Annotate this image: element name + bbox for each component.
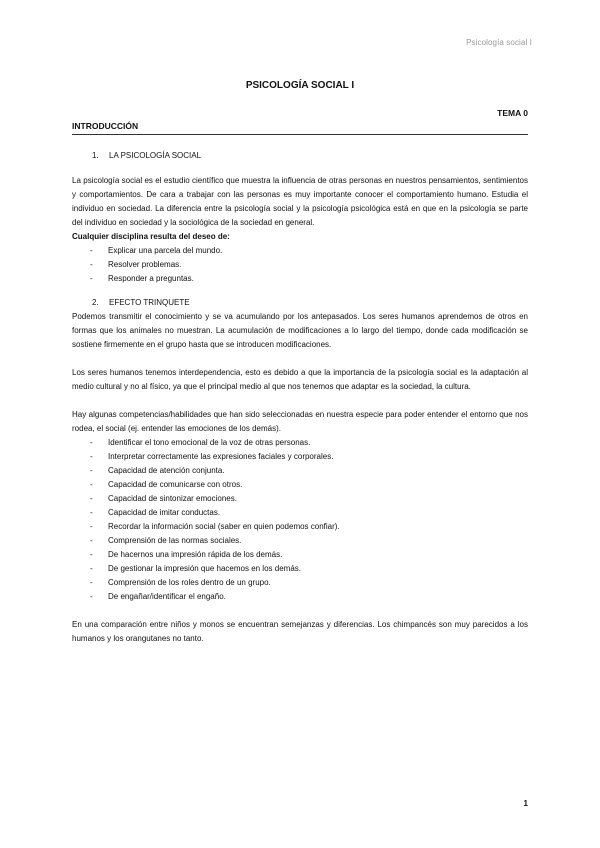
section-2-title: EFECTO TRINQUETE: [109, 298, 190, 307]
section-2-list: [72, 436, 528, 604]
list-item: - Capacidad de atención conjunta.: [72, 464, 528, 478]
section-2-paragraph-3: Hay algunas competencias/habilidades que han sido seleccionadas en nuestra especie para poder entender el entorno que nos rodea, el social (ej. entender las emociones de los demás).: [72, 410, 528, 433]
section-1-title: LA PSICOLOGÍA SOCIAL: [109, 151, 202, 160]
section-2-closing-paragraph: En una comparación entre niños y monos se encuentran semejanzas y diferencias. Los chimpancés son muy parecidos a los humanos y los orangutanes no tanto.: [72, 620, 528, 643]
section-2-number: 2.: [92, 298, 99, 307]
running-header: Psicología social I: [466, 38, 532, 47]
heading-rule: [72, 134, 528, 135]
section-1-list-intro: Cualquier disciplina resulta del deseo de:: [72, 232, 230, 241]
list-item: - Responder a preguntas.: [72, 272, 528, 286]
introduction-heading: INTRODUCCIÓN: [72, 121, 139, 131]
list-item: - Resolver problemas.: [72, 258, 528, 272]
list-item: - Interpretar correctamente las expresiones faciales y corporales.: [72, 450, 528, 464]
section-1-list: [72, 244, 528, 286]
list-item: - De gestionar la impresión que hacemos en los demás.: [72, 562, 528, 576]
list-item: - Capacidad de imitar conductas.: [72, 506, 528, 520]
list-item: - Explicar una parcela del mundo.: [72, 244, 528, 258]
section-1-paragraph: La psicología social es el estudio científico que muestra la influencia de otras personas en nuestros pensamientos, sentimientos y comportamientos. De cara a trabajar con las personas es muy importante conocer el comportamiento humano. Estudia el individuo en sociedad. La diferencia entre la psicología social y la psicología psicológica está en que en la psicología se parte del individuo en sociedad y la sociológica de la sociedad en general.: [72, 176, 528, 227]
section-1-heading: [92, 149, 528, 163]
section-2-paragraph-1: Podemos transmitir el conocimiento y se va acumulando por los antepasados. Los seres humanos aprendemos de otros en formas que los animales no muestran. La acumulación de modificaciones a lo largo del tiempo, donde cada modificación se sostiene firmemente en el grupo hasta que se introducen modificaciones.: [72, 312, 528, 349]
section-1-number: 1.: [92, 151, 99, 160]
section-2-paragraph-2: Los seres humanos tenemos interdependencia, esto es debido a que la importancia de la psicología social es la adaptación al medio cultural y no al físico, ya que el principal medio al que nos tenemos que adaptar es la sociedad, la cultura.: [72, 368, 528, 391]
list-item: - Identificar el tono emocional de la voz de otras personas.: [72, 436, 528, 450]
tema-label: TEMA 0: [497, 108, 528, 118]
document-title: PSICOLOGÍA SOCIAL I: [245, 80, 355, 91]
list-item: - Comprensión de las normas sociales.: [72, 534, 528, 548]
page-number: 1: [523, 799, 528, 808]
list-item: - Comprensión de los roles dentro de un grupo.: [72, 576, 528, 590]
section-2-heading: [92, 296, 528, 310]
list-item: - De hacernos una impresión rápida de los demás.: [72, 548, 528, 562]
list-item: - Capacidad de sintonizar emociones.: [72, 492, 528, 506]
list-item: - Recordar la información social (saber en quien podemos confiar).: [72, 520, 528, 534]
document-body: [72, 149, 528, 646]
list-item: - De engañar/identificar el engaño.: [72, 590, 528, 604]
list-item: - Capacidad de comunicarse con otros.: [72, 478, 528, 492]
